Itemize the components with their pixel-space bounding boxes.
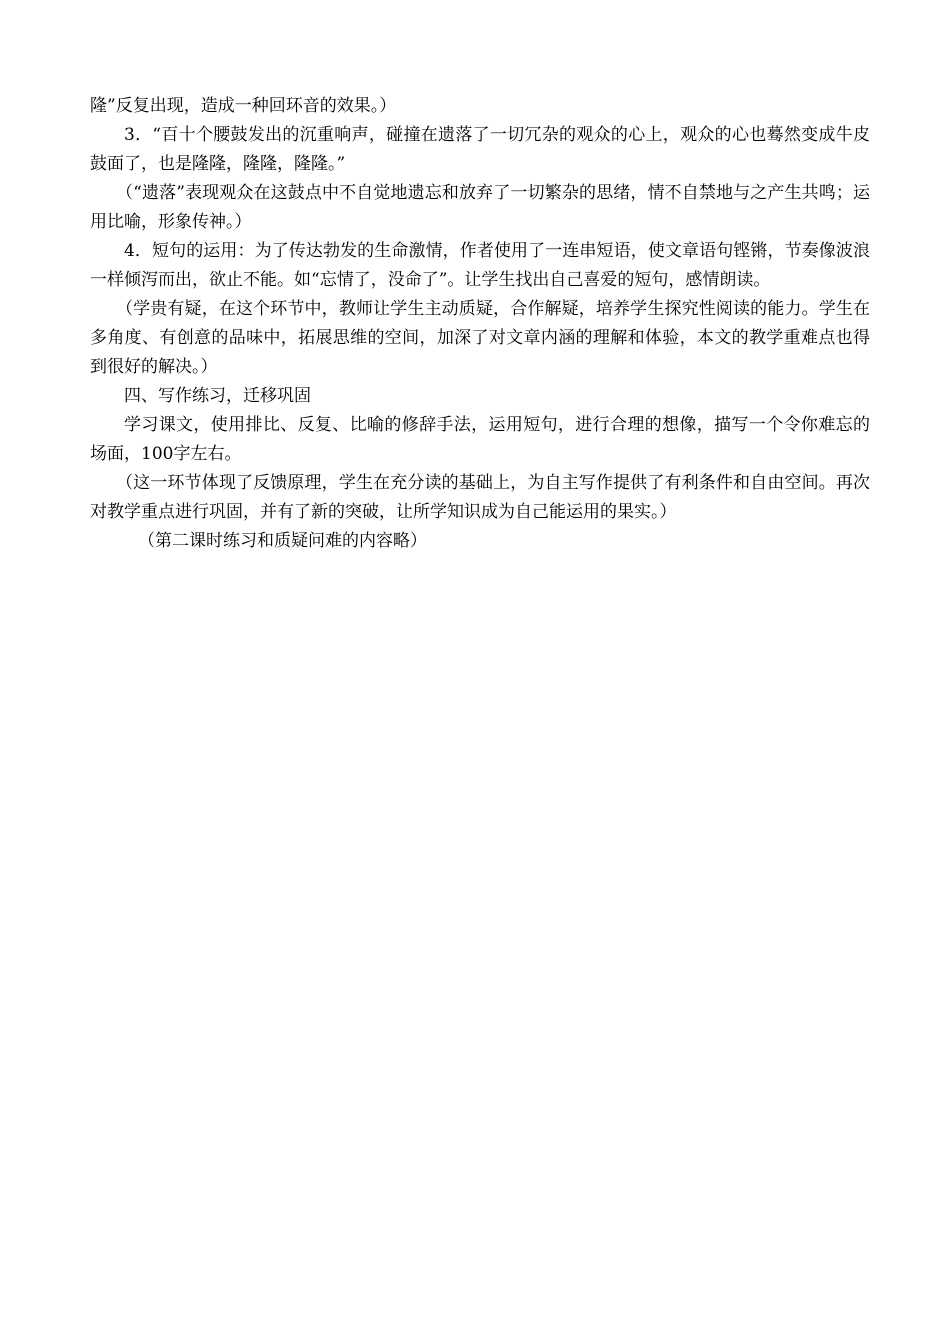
paragraph-continuation: 隆”反复出现，造成一种回环音的效果。） — [90, 96, 397, 116]
section-heading-writing-practice: 四、写作练习，迁移巩固 — [124, 386, 311, 406]
paragraph-second-lesson-note: （第二课时练习和质疑问难的内容略） — [138, 531, 427, 551]
paragraph-writing-task: 学习课文，使用排比、反复、比喻的修辞手法，运用短句，进行合理的想像，描写一个令你难忘的场面，100字左右。 — [90, 415, 870, 464]
paragraph-example-3: 3．“百十个腰鼓发出的沉重响声，碰撞在遗落了一切冗杂的观众的心上，观众的心也蓦然变成牛皮鼓面了，也是隆隆，隆隆，隆隆。” — [90, 125, 870, 174]
paragraph-questioning-note: （学贵有疑，在这个环节中，教师让学生主动质疑，合作解疑，培养学生探究性阅读的能力。学生在多角度、有创意的品味中，拓展思维的空间，加深了对文章内涵的理解和体验，本文的教学重难点也得到很好的解决。） — [90, 299, 870, 377]
document-body — [90, 92, 870, 556]
paragraph-writing-note: （这一环节体现了反馈原理，学生在充分读的基础上，为自主写作提供了有利条件和自由空间。再次对教学重点进行巩固，并有了新的突破，让所学知识成为自己能运用的果实。） — [90, 473, 870, 522]
paragraph-example-3-note: （“遗落”表现观众在这鼓点中不自觉地遗忘和放弃了一切繁杂的思绪，情不自禁地与之产生共鸣；运用比喻，形象传神。） — [90, 183, 870, 232]
paragraph-short-sentences: 4．短句的运用：为了传达勃发的生命激情，作者使用了一连串短语，使文章语句铿锵，节奏像波浪一样倾泻而出，欲止不能。如“忘情了，没命了”。让学生找出自己喜爱的短句，感情朗读。 — [90, 241, 870, 290]
